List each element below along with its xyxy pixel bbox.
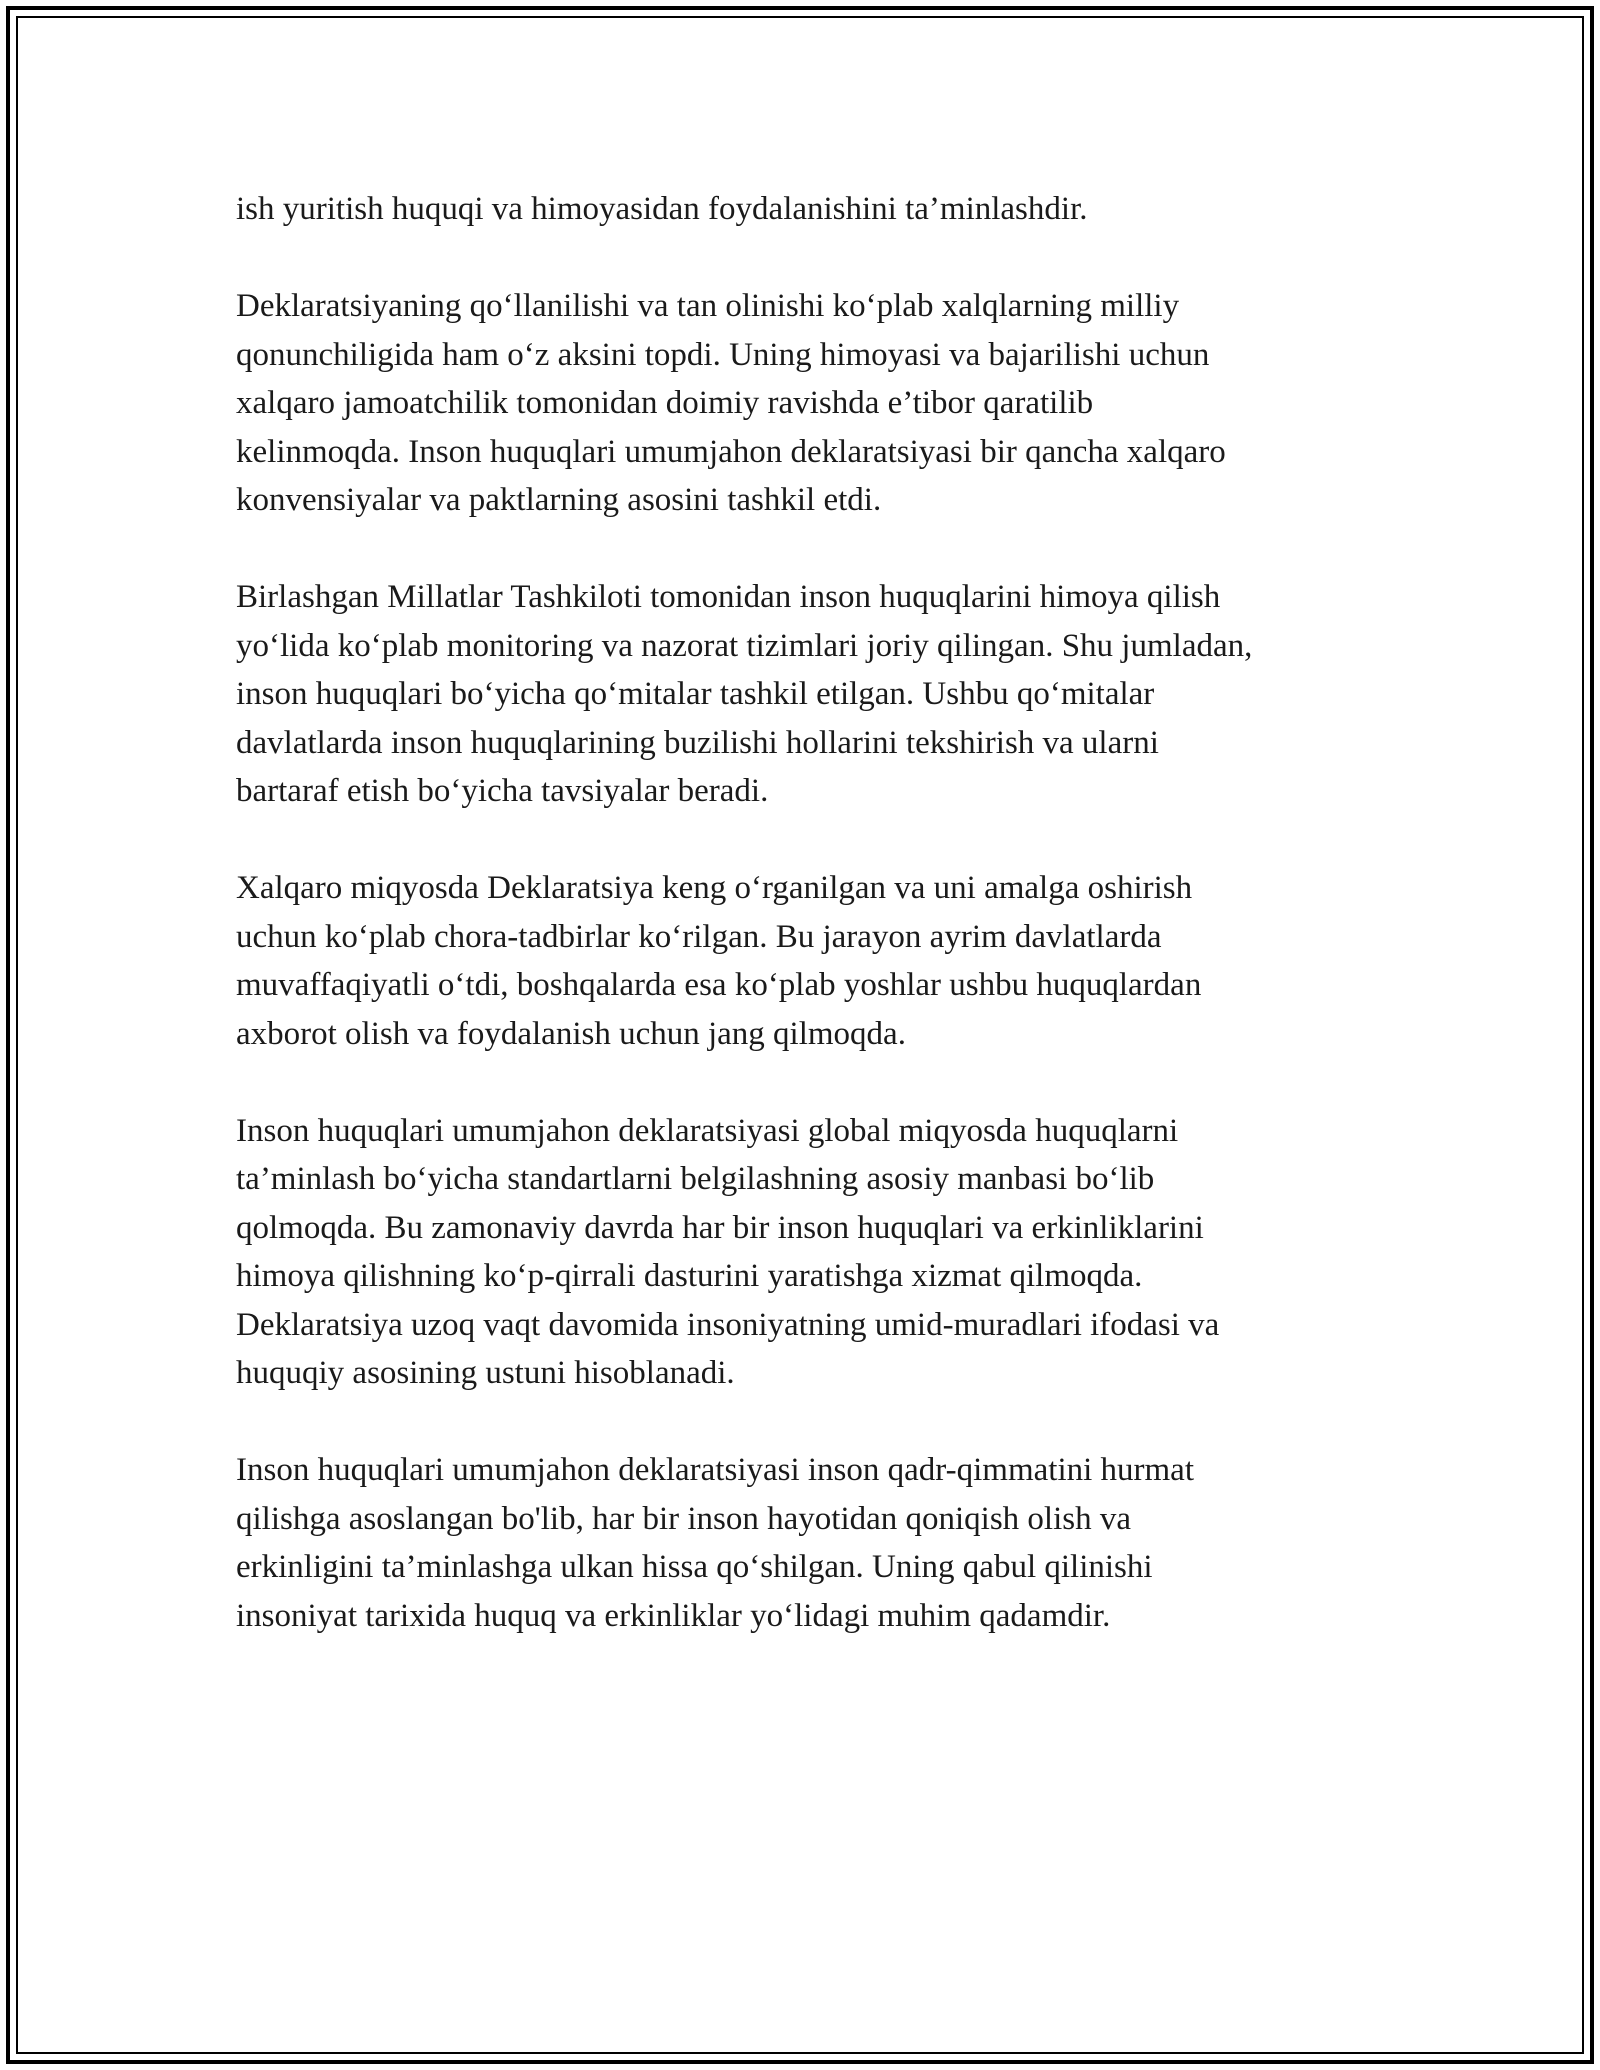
text-line: insoniyat tarixida huquq va erkinliklar yo‘lidagi muhim qadamdir. <box>236 1597 1111 1634</box>
text-line: qolmoqda. Bu zamonaviy davrda har bir inson huquqlari va erkinliklarini <box>236 1209 1204 1246</box>
text-line: huquqiy asosining ustuni hisoblanadi. <box>236 1355 735 1391</box>
text-line: muvaffaqiyatli o‘tdi, boshqalarda esa ko‘plab yoshlar ushbu huquqlardan <box>236 967 1202 1003</box>
text-line: axborot olish va foydalanish uchun jang qilmoqda. <box>236 1015 906 1052</box>
paragraph-5 <box>236 1107 1386 1398</box>
text-line: Birlashgan Millatlar Tashkiloti tomonidan inson huquqlarini himoya qilish <box>236 579 1221 615</box>
text-line: qonunchiligida ham o‘z aksini topdi. Uning himoyasi va bajarilishi uchun <box>236 336 1210 373</box>
text-line: Inson huquqlari umumjahon deklaratsiyasi inson qadr-qimmatini hurmat <box>236 1452 1194 1488</box>
text-line: Inson huquqlari umumjahon deklaratsiyasi global miqyosda huquqlarni <box>236 1112 1179 1149</box>
text-line: Deklaratsiyaning qo‘llanilishi va tan olinishi ko‘plab xalqlarning milliy <box>236 288 1180 324</box>
text-line: kelinmoqda. Inson huquqlari umumjahon deklaratsiyasi bir qancha xalqaro <box>236 433 1226 470</box>
text-line: ish yuritish huquqi va himoyasidan foydalanishini ta’minlashdir. <box>236 191 1088 227</box>
paragraph-4 <box>236 864 1386 1058</box>
text-line: himoya qilishning ko‘p-qirrali dasturini yaratishga xizmat qilmoqda. <box>236 1258 1143 1294</box>
text-line: qilishga asoslangan bo'lib, har bir inson hayotidan qoniqish olish va <box>236 1500 1132 1537</box>
paragraph-6 <box>236 1446 1386 1640</box>
text-line: yo‘lida ko‘plab monitoring va nazorat tizimlari joriy qilingan. Shu jumladan, <box>236 627 1253 664</box>
text-line: erkinligini ta’minlashga ulkan hissa qo‘shilgan. Uning qabul qilinishi <box>236 1549 1153 1585</box>
paragraph-2 <box>236 282 1386 525</box>
text-line: konvensiyalar va paktlarning asosini tashkil etdi. <box>236 482 882 518</box>
text-line: Xalqaro miqyosda Deklaratsiya keng o‘rganilgan va uni amalga oshirish <box>236 870 1193 906</box>
text-line: xalqaro jamoatchilik tomonidan doimiy ravishda e’tibor qaratilib <box>236 385 1094 421</box>
text-line: ta’minlash bo‘yicha standartlarni belgilashning asosiy manbasi bo‘lib <box>236 1161 1155 1197</box>
paragraph-1 <box>236 185 1386 234</box>
text-line: davlatlarda inson huquqlarining buzilishi hollarini tekshirish va ularni <box>236 724 1159 761</box>
text-line: bartaraf etish bo‘yicha tavsiyalar beradi. <box>236 773 769 809</box>
text-line: Deklaratsiya uzoq vaqt davomida insoniyatning umid-muradlari ifodasi va <box>236 1306 1220 1343</box>
text-line: inson huquqlari bo‘yicha qo‘mitalar tashkil etilgan. Ushbu qo‘mitalar <box>236 676 1155 712</box>
text-line: uchun ko‘plab chora-tadbirlar ko‘rilgan. Bu jarayon ayrim davlatlarda <box>236 918 1162 955</box>
paragraph-3 <box>236 573 1386 816</box>
document-body <box>236 185 1386 1689</box>
